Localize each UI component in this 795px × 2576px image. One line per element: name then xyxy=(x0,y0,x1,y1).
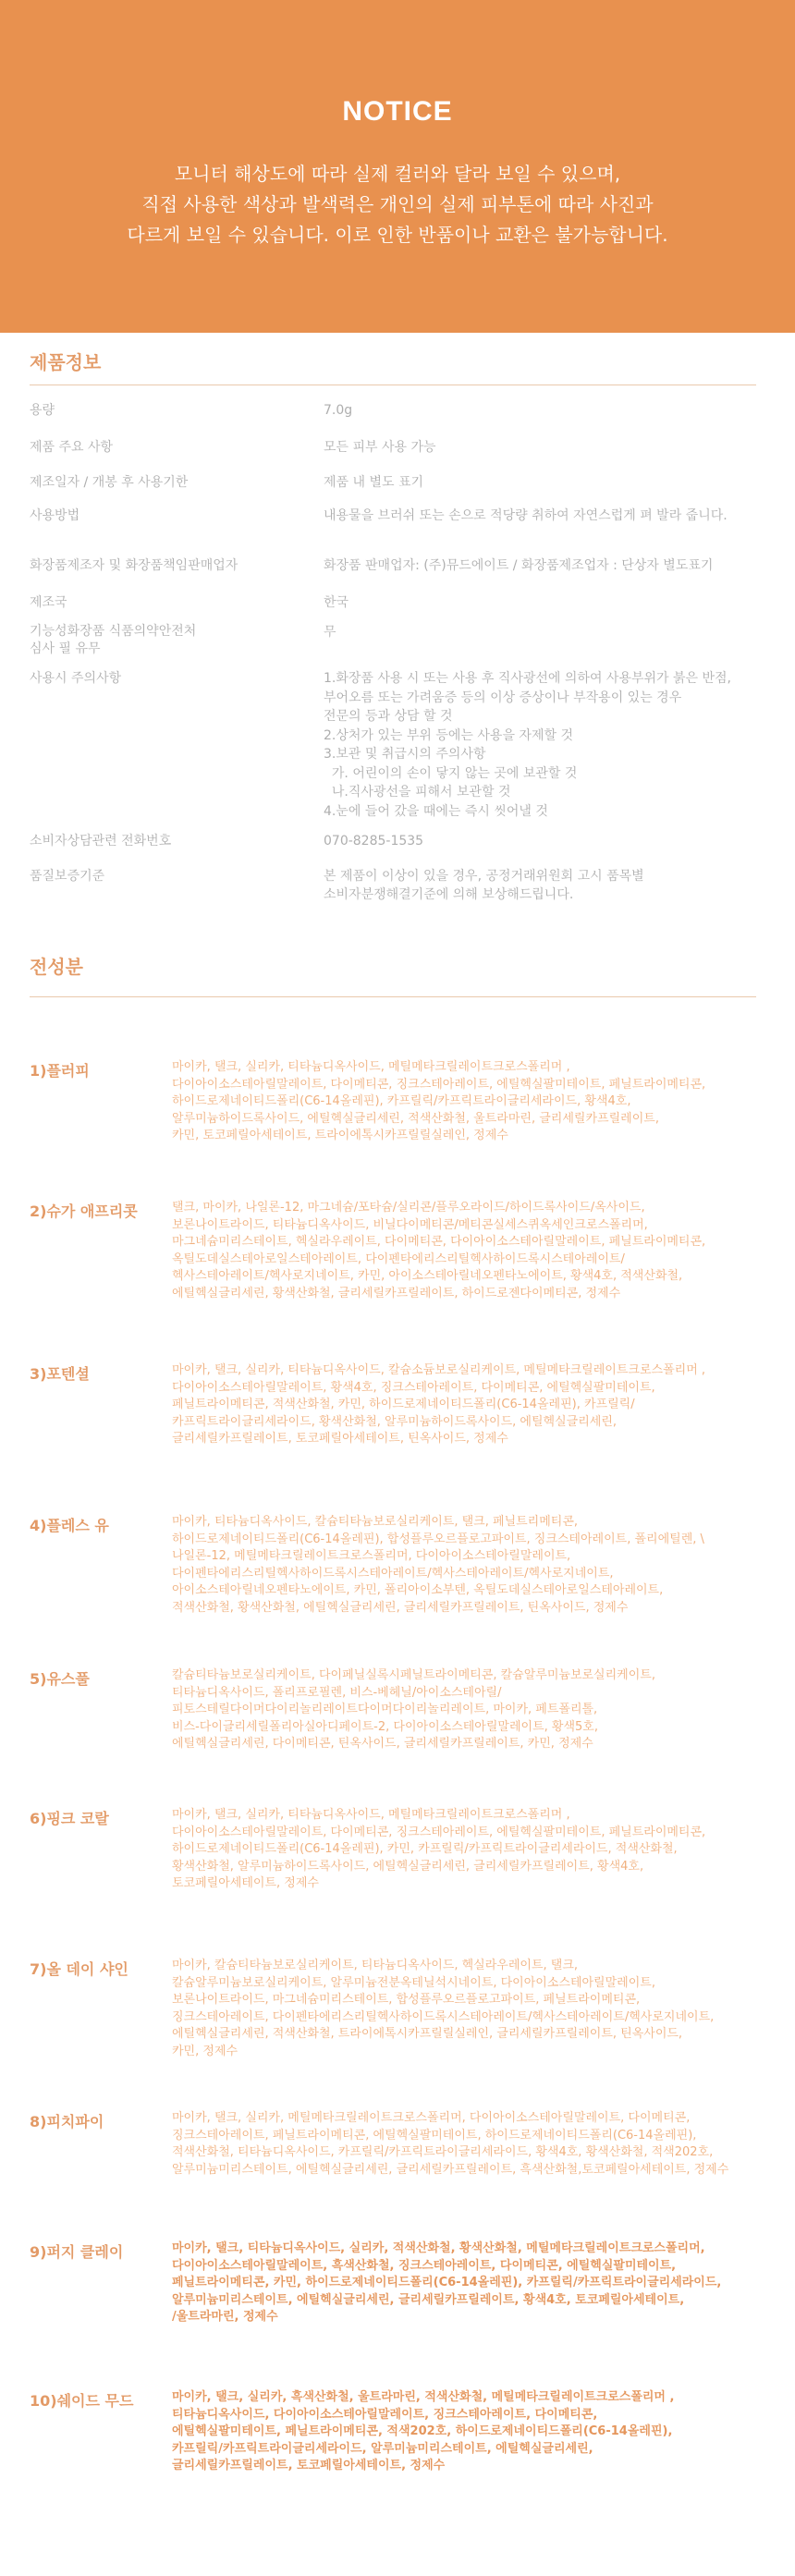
ingredient-text: 마이카, 탤크, 실리카, 흑색산화철, 울트라마린, 적색산화철, 메틸메타크릴레이트크로스폴리머 , 티타늄디옥사이드, 다이아이소스테아릴말레이트, 징크스테아레이트, 다이메티콘, 에틸헥실팔미테이트, 페닐트라이메티콘, 적색202호, 하이드로제네이티드폴리(C6-14올레핀), 카프릴릭/카프릭트라이글리세라이드, 알루미늄미리스테이트, 에틸헥실글리세린, 글리세릴카프릴레이트, 토코페릴아세테이트, 정제수 xyxy=(172,2390,675,2472)
info-label: 용량 xyxy=(30,403,55,418)
info-value-line: 모든 피부 사용 가능 xyxy=(324,440,436,455)
info-value-line: 가. 어린이의 손이 닿지 않는 곳에 보관할 것 xyxy=(324,765,578,781)
info-value-line: 무 xyxy=(324,625,336,640)
info-value xyxy=(324,556,786,575)
info-value xyxy=(324,623,786,641)
info-value-line: 7.0g xyxy=(324,403,353,418)
info-value xyxy=(324,473,786,492)
ingredient-text: 마이카, 탤크, 실리카, 메틸메타크릴레이트크로스폴리머, 다이아이소스테아릴말레이트, 다이메티콘, 징크스테아레이트, 페닐트라이메티콘, 에틸헥실팔미테이트, 하이드로제네이티드폴리(C6-14올레핀), 적색산화철, 티타늄디옥사이드, 카프릴릭/카프릭트라이글리세라이드, 황색4호, 황색산화철, 적색202호, 알루미늄미리스테이트, 에틸헥실글리세린, 글리세릴카프릴레이트, 흑색산화철,토코페릴아세테이트, 정제수 xyxy=(172,2111,729,2177)
info-label: 기능성화장품 식품의약안전처 심사 필 유무 xyxy=(30,624,197,656)
ingredient-name: 7)올 데이 샤인 xyxy=(30,1960,128,1978)
ingredient-name: 4)플레스 유 xyxy=(30,1517,109,1534)
info-label: 제조국 xyxy=(30,595,67,610)
info-value xyxy=(324,507,786,525)
ingredients-title: 전성분 xyxy=(30,956,83,978)
notice-line: 직접 사용한 색상과 발색력은 개인의 실제 피부톤에 따라 사진과 xyxy=(141,193,654,215)
info-value xyxy=(324,438,786,457)
info-value-line: 나.직사광선을 피해서 보관할 것 xyxy=(324,785,511,800)
info-label: 소비자상담관련 전화번호 xyxy=(30,834,172,848)
info-value xyxy=(324,832,786,850)
notice-line: 모니터 해상도에 따라 실제 컬러와 달라 보일 수 있으며, xyxy=(174,163,621,185)
info-value-line: 070-8285-1535 xyxy=(324,834,424,848)
info-label: 사용방법 xyxy=(30,508,80,523)
info-label: 품질보증기준 xyxy=(30,869,105,884)
ingredient-text: 마이카, 탤크, 실리카, 티타늄디옥사이드, 메틸메타크릴레이트크로스폴리머 , 다이아이소스테아릴말레이트, 다이메티콘, 징크스테아레이트, 에틸헥실팔미테이트, 페닐트라이메티콘, 하이드로제네이티드폴리(C6-14올레핀), 카민, 카프릴릭/카프릭트라이글리세라이드, 적색산화철, 황색산화철, 알루미늄하이드록사이드, 에틸헥실글리세린, 글리세릴카프릴레이트, 황색4호, 토코페릴아세테이트, 정제수 xyxy=(172,1808,706,1890)
ingredient-name: 2)슈가 애프리콧 xyxy=(30,1203,138,1220)
info-label: 사용시 주의사항 xyxy=(30,671,122,686)
ingredient-text: 마이카, 탤크, 실리카, 티타늄디옥사이드, 메틸메타크릴레이트크로스폴리머 , 다이아이소스테아릴말레이트, 다이메티콘, 징크스테아레이트, 에틸헥실팔미테이트, 페닐트라이메티콘, 하이드로제네이티드폴리(C6-14올레핀), 카프릴릭/카프릭트라이글리세라이드, 황색4호, 알루미늄하이드록사이드, 에틸헥실글리세린, 적색산화철, 울트라마린, 글리세릴카프릴레이트, 카민, 토코페릴아세테이트, 트라이에톡시카프릴릴실레인, 정제수 xyxy=(172,1060,706,1142)
ingredient-name: 3)포텐셜 xyxy=(30,1365,90,1383)
notice-line: 다르게 보일 수 있습니다. 이로 인한 반품이나 교환은 불가능합니다. xyxy=(127,224,668,246)
ingredient-name: 6)핑크 코랄 xyxy=(30,1810,109,1827)
ingredient-text: 마이카, 티타늄디옥사이드, 칼슘티타늄보로실리케이트, 탤크, 페닐트리메티콘, 하이드로제네이티드폴리(C6-14올레핀), 합성플루오르플로고파이트, 징크스테아레이트, 폴리에틸렌, \ 나일론-12, 메틸메타크릴레이트크로스폴리머, 다이아이소스테아릴말레이트, 다이펜타에리스리틸헥사하이드록시스테아레이트/헥사스테아레이트/헥사로지네이트, 아이소스테아릴네오펜타노에이트, 카민, 폴리아이소부텐, 옥틸도데실스테아로일스테아레이트, 적색산화철, 황색산화철, 에틸헥실글리세린, 글리세릴카프릴레이트, 틴옥사이드, 정제수 xyxy=(172,1515,704,1615)
info-value-line: 전문의 등과 상담 할 것 xyxy=(324,709,453,724)
info-value xyxy=(324,593,786,612)
product-info-title: 제품정보 xyxy=(30,351,102,373)
info-value-line: 1.화장품 사용 시 또는 사용 후 직사광선에 의하여 사용부위가 붉은 반점, xyxy=(324,671,731,686)
notice-title: NOTICE xyxy=(342,96,453,127)
info-label: 제품 주요 사항 xyxy=(30,440,114,455)
ingredient-name: 1)플러피 xyxy=(30,1062,90,1080)
info-value-line: 2.상처가 있는 부위 등에는 사용을 자제할 것 xyxy=(324,727,573,743)
ingredient-name: 5)유스풀 xyxy=(30,1670,90,1688)
ingredient-name: 10)쉐이드 무드 xyxy=(30,2392,134,2410)
notice-banner xyxy=(0,0,795,333)
info-value-line: 4.눈에 들어 갔을 때에는 즉시 씻어낼 것 xyxy=(324,803,548,819)
info-value xyxy=(324,401,786,420)
ingredient-name: 9)퍼지 클레이 xyxy=(30,2243,124,2261)
section-divider xyxy=(30,996,756,997)
ingredient-text: 칼슘티타늄보로실리케이트, 다이페닐실록시페닐트라이메티콘, 칼슘알루미늄보로실리케이트, 티타늄디옥사이드, 폴리프로필렌, 비스-베헤닐/아이소스테아릴/ 피토스테릴다이머다이리놀리레이트다이머다이리놀리레이트, 마이카, 페트폴리톨, 비스-다이글리세릴폴리아실아디페이트-2, 다이아이소스테아릴말레이트, 황색5호, 에틸헥실글리세린, 다이메티콘, 틴옥사이드, 글리세릴카프릴레이트, 카민, 정제수 xyxy=(172,1668,655,1751)
info-value-line: 한국 xyxy=(324,595,349,610)
info-value xyxy=(324,867,786,904)
ingredient-text: 마이카, 칼슘티타늄보로실리케이트, 티타늄디옥사이드, 헥실라우레이트, 탤크, 칼슘알루미늄보로실리케이트, 알루미늄전분옥테닐석시네이트, 다이아이소스테아릴말레이트, 보론나이트라이드, 마그네슘미리스테이트, 합성플루오르플로고파이트, 페닐트라이메티콘, 징크스테아레이트, 다이펜타에리스리틸헥사하이드록시스테아레이트/헥사스테아레이트/헥사로지네이트, 에틸헥실글리세린, 적색산화철, 트라이에톡시카프릴릴실레인, 글리세릴카프릴레이트, 틴옥사이드, 카민, 정제수 xyxy=(172,1959,715,2058)
info-value-line: 부어오름 또는 가려움증 등의 이상 증상이나 부작용이 있는 경우 xyxy=(324,690,682,705)
notice-text xyxy=(0,159,795,250)
info-value-line: 본 제품이 이상이 있을 경우, 공정거래위원회 고시 품목별 xyxy=(324,869,644,884)
info-value-line: 화장품 판매업자: (주)뮤드에이트 / 화장품제조업자 : 단상자 별도표기 xyxy=(324,558,714,573)
ingredient-text: 마이카, 탤크, 실리카, 티타늄디옥사이드, 칼슘소듐보로실리케이트, 메틸메타크릴레이트크로스폴리머 , 다이아이소스테아릴말레이트, 황색4호, 징크스테아레이트, 다이메티콘, 에틸헥실팔미테이트, 페닐트라이메티콘, 적색산화철, 카민, 하이드로제네이티드폴리(C6-14올레핀), 카프릴릭/ 카프릭트라이글리세라이드, 황색산화철, 알루미늄하이드록사이드, 에틸헥실글리세린, 글리세릴카프릴레이트, 토코페릴아세테이트, 틴옥사이드, 정제수 xyxy=(172,1363,706,1446)
info-value-line: 내용물을 브러쉬 또는 손으로 적당량 취하여 자연스럽게 펴 발라 줍니다. xyxy=(324,508,728,523)
info-label: 제조일자 / 개봉 후 사용기한 xyxy=(30,475,189,490)
info-label: 화장품제조자 및 화장품책임판매업자 xyxy=(30,558,238,573)
ingredient-name: 8)피치파이 xyxy=(30,2113,104,2130)
info-value-line: 소비자분쟁해결기준에 의해 보상해드립니다. xyxy=(324,887,574,902)
info-value xyxy=(324,669,786,821)
ingredient-text: 탤크, 마이카, 나일론-12, 마그네슘/포타슘/실리콘/플루오라이드/하이드록사이드/옥사이드, 보론나이트라이드, 티타늄디옥사이드, 비닐다이메티콘/메티콘실세스퀴옥세인크로스폴리머, 마그네슘미리스테이트, 헥실라우레이트, 다이메티콘, 다이아이소스테아릴말레이트, 페닐트라이메티콘, 옥틸도데실스테아로일스테아레이트, 다이펜타에리스리틸헥사하이드록시스테아레이트/ 헥사스테아레이트/헥사로지네이트, 카민, 아이소스테아릴네오펜타노에이트, 황색4호, 적색산화철, 에틸헥실글리세린, 황색산화철, 글리세릴카프릴레이트, 하이드로젠다이메티콘, 정제수 xyxy=(172,1201,706,1300)
info-value-line: 3.보관 및 취급시의 주의사항 xyxy=(324,747,486,762)
info-value-line: 제품 내 별도 표기 xyxy=(324,475,424,490)
ingredient-text: 마이카, 탤크, 티타늄디옥사이드, 실리카, 적색산화철, 황색산화철, 메틸메타크릴레이트크로스폴리머, 다이아이소스테아릴말레이트, 흑색산화철, 징크스테아레이트, 다이메티콘, 에틸헥실팔미테이트, 페닐트라이메티콘, 카민, 하이드로제네이티드폴리(C6-14올레핀), 카프릴릭/카프릭트라이글리세라이드, 알루미늄미리스테이트, 에틸헥실글리세린, 글리세릴카프릴레이트, 황색4호, 토코페릴아세테이트, /울트라마린, 정제수 xyxy=(172,2241,722,2324)
